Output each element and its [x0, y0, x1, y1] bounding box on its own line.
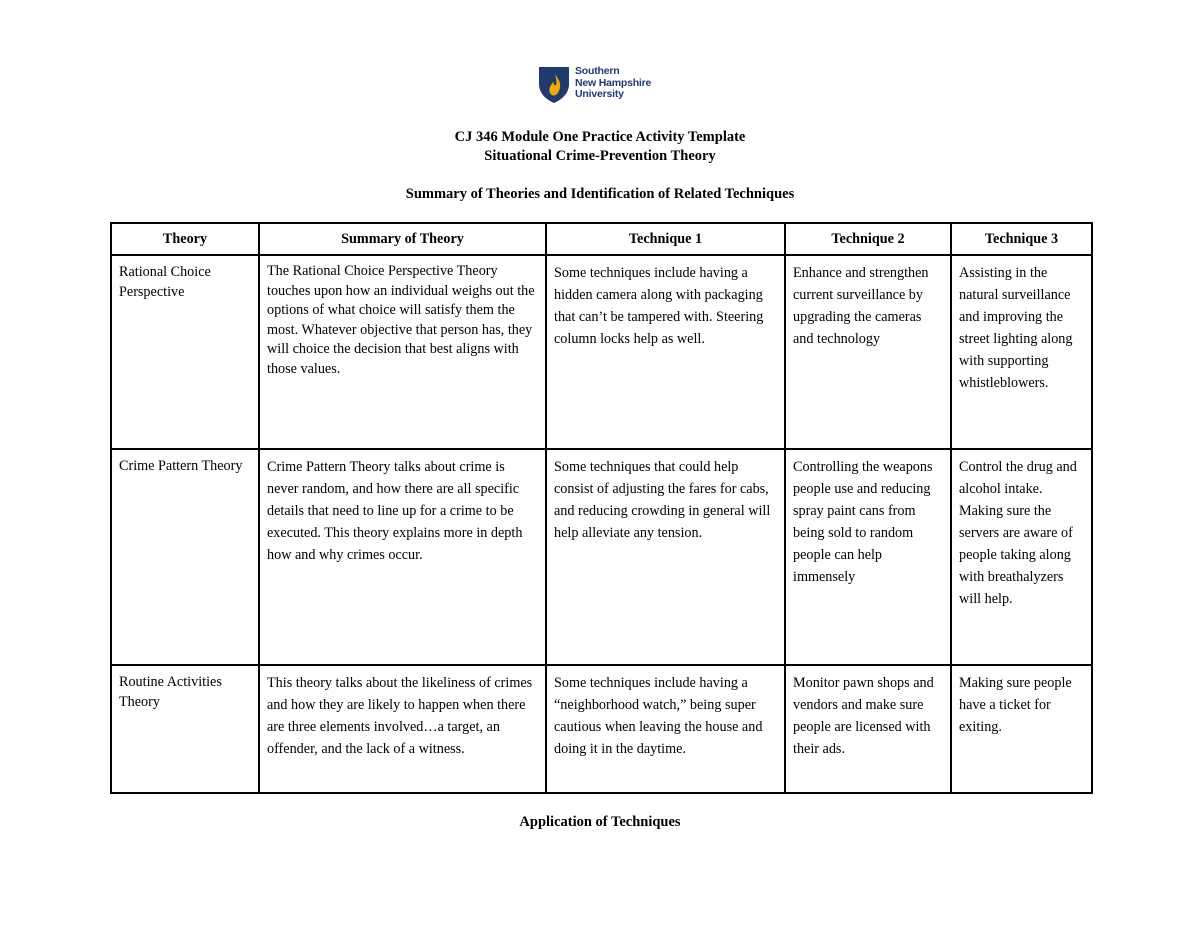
document-title-block [0, 128, 1200, 166]
technique-2-cell: Enhance and strengthen current surveillance by upgrading the cameras and technology [785, 255, 951, 449]
technique-1-cell: Some techniques include having a “neighborhood watch,” being super cautious when leaving the house and doing it in the daytime. [546, 665, 785, 793]
table-row [111, 255, 1092, 449]
technique-3-cell: Assisting in the natural surveillance and improving the street lighting along with supporting whistleblowers. [951, 255, 1092, 449]
theories-table [110, 222, 1093, 794]
column-header-technique-1: Technique 1 [546, 223, 785, 255]
document-subtitle: Situational Crime-Prevention Theory [484, 148, 716, 164]
section-heading: Summary of Theories and Identification of Related Techniques [405, 186, 795, 202]
logo-wordmark [575, 66, 651, 101]
table-row [111, 665, 1092, 793]
logo-line-2: New Hampshire [575, 76, 652, 89]
column-header-theory: Theory [111, 223, 259, 255]
logo-line-3: University [575, 88, 624, 100]
table-header-row [111, 223, 1092, 255]
table-row [111, 449, 1092, 665]
technique-2-cell: Controlling the weapons people use and reducing spray paint cans from being sold to random people can help immensely [785, 449, 951, 665]
theory-cell: Crime Pattern Theory [111, 449, 259, 665]
shield-flame-icon [538, 66, 570, 104]
technique-1-cell: Some techniques that could help consist of adjusting the fares for cabs, and reducing crowding in general will help alleviate any tension. [546, 449, 785, 665]
technique-3-cell: Control the drug and alcohol intake. Making sure the servers are aware of people taking along with breathalyzers will help. [951, 449, 1092, 665]
application-heading: Application of Techniques [519, 814, 681, 830]
logo-line-1: Southern [575, 65, 620, 77]
summary-cell: This theory talks about the likeliness of crimes and how they are likely to happen when there are three elements involved…a target, an offender, and the lack of a witness. [259, 665, 546, 793]
column-header-technique-2: Technique 2 [785, 223, 951, 255]
technique-1-cell: Some techniques include having a hidden camera along with packaging that can’t be tampered with. Steering column locks help as well. [546, 255, 785, 449]
column-header-technique-3: Technique 3 [951, 223, 1092, 255]
technique-3-cell: Making sure people have a ticket for exiting. [951, 665, 1092, 793]
summary-cell: The Rational Choice Perspective Theory touches upon how an individual weighs out the options of what choice will satisfy them the most. Whatever objective that person has, they will choice the decision that best aligns with those values. [259, 255, 546, 449]
column-header-summary: Summary of Theory [259, 223, 546, 255]
university-logo [538, 66, 668, 106]
theory-cell: Routine Activities Theory [111, 665, 259, 793]
document-title: CJ 346 Module One Practice Activity Template [454, 129, 746, 145]
summary-cell: Crime Pattern Theory talks about crime is never random, and how there are all specific details that need to line up for a crime to be executed. This theory explains more in depth how and why crimes occur. [259, 449, 546, 665]
technique-2-cell: Monitor pawn shops and vendors and make sure people are licensed with their ads. [785, 665, 951, 793]
theory-cell: Rational Choice Perspective [111, 255, 259, 449]
